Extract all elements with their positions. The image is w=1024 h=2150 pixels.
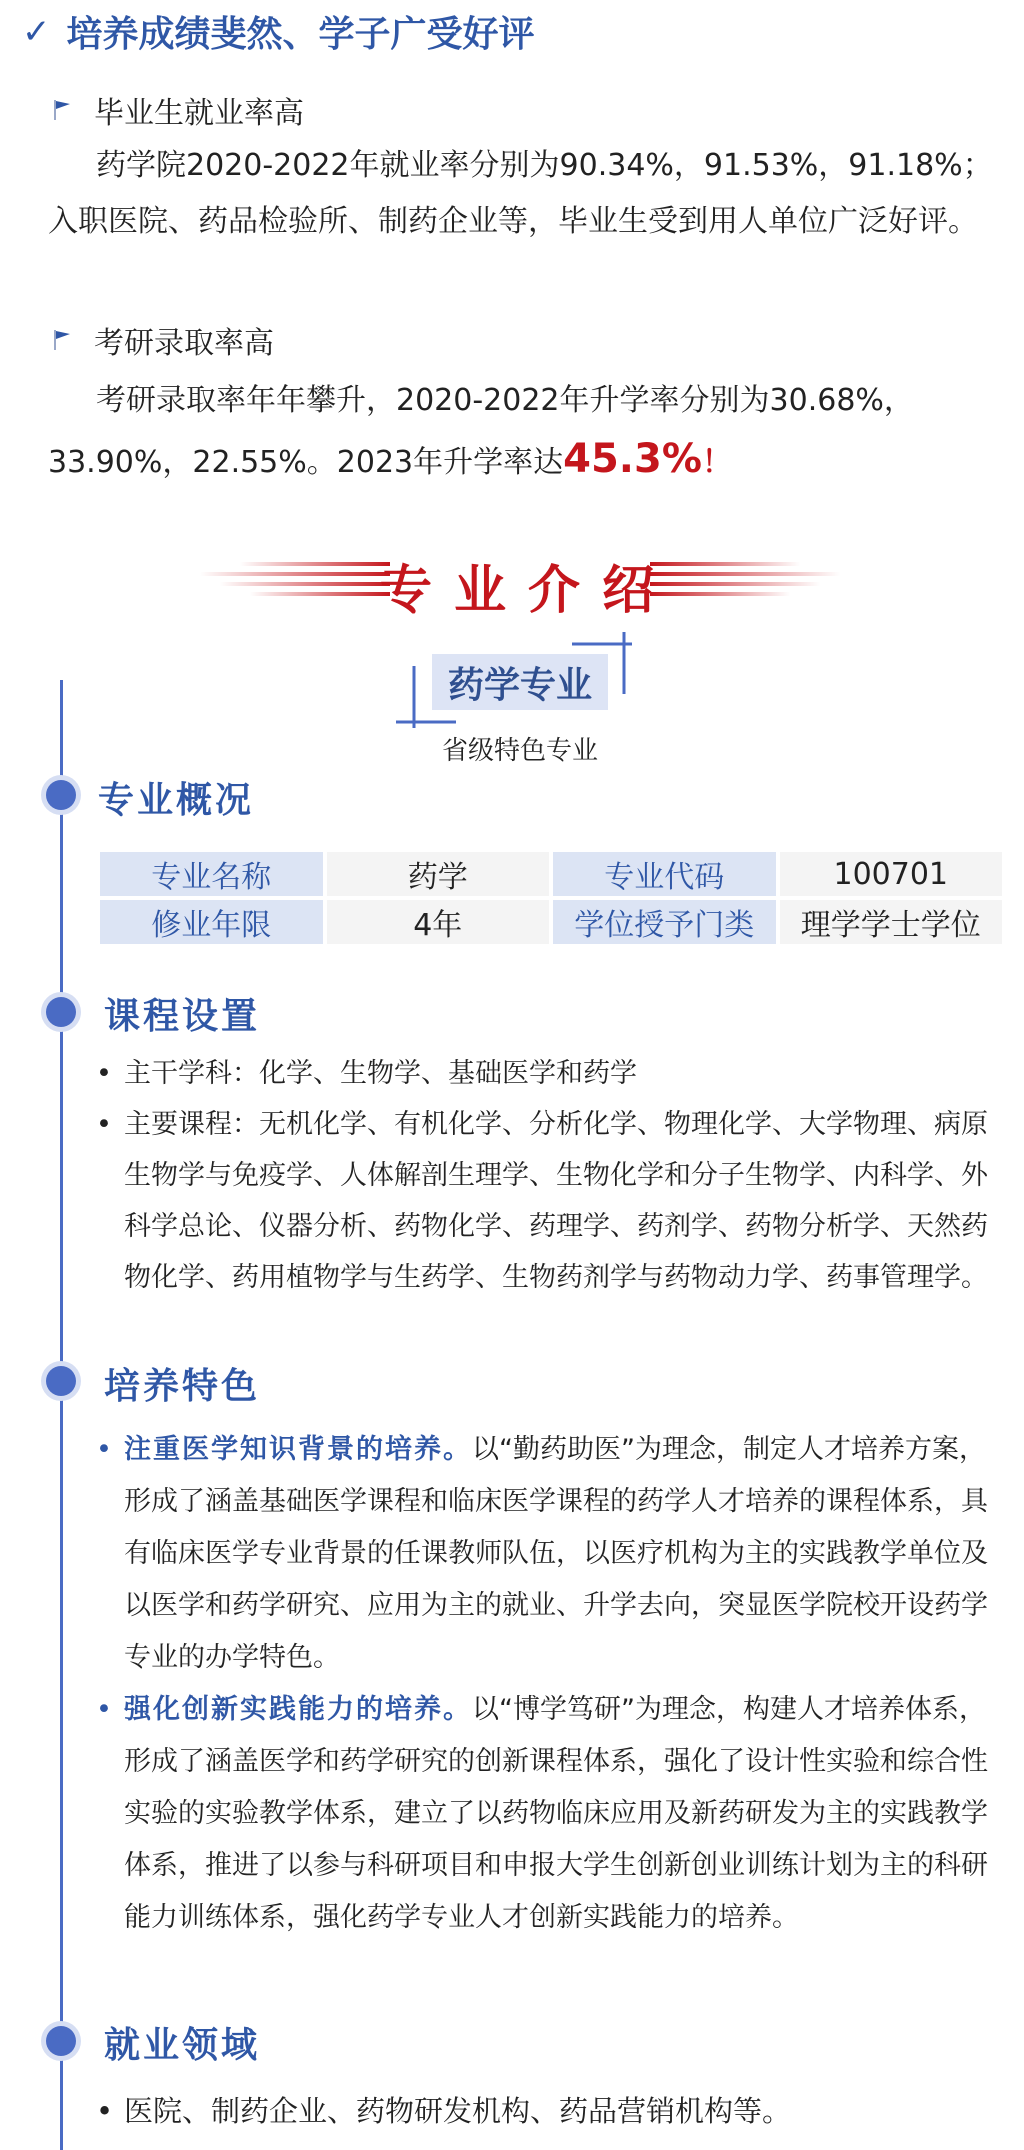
table-cell-label: 修业年限 [100, 900, 323, 944]
timeline-dot-icon [46, 780, 76, 810]
table-cell-value: 药学 [327, 852, 550, 896]
postgraduate-rate-paragraph [48, 372, 994, 492]
table-row [100, 900, 1002, 944]
features-heading: 培养特色 [104, 1366, 261, 1407]
feature-lead: 注重医学知识背景的培养。 [124, 1434, 472, 1465]
table-cell-value: 100701 [780, 852, 1003, 896]
timeline-line [60, 680, 63, 2150]
timeline-dot-icon [46, 1366, 76, 1396]
feature-text: 以“博学笃研”为理念，构建人才培养体系，形成了涵盖医学和药学研究的创新课程体系，强化了设计性实验和综合性实验的实验教学体系，建立了以药物临床应用及新药研发为主的实践教学体系，推进了以参与科研项目和申报大学生创新创业训练计划为主的科研能力训练体系，强化药学专业人才创新实践能力的培养。 [124, 1694, 988, 1933]
timeline-dot-icon [46, 997, 76, 1027]
postgraduate-rate-heading-text: 考研录取率高 [94, 326, 274, 361]
major-subtitle: 省级特色专业 [441, 736, 598, 766]
employment-list [96, 2086, 1006, 2137]
list-item [96, 1684, 1006, 1944]
employment-rate-text: 药学院2020-2022年就业率分别为90.34%，91.53%，91.18%；入职医院、药品检验所、制药企业等，毕业生受到用人单位广泛好评。 [48, 148, 993, 239]
features-list [96, 1424, 1006, 1944]
table-cell-label: 专业代码 [553, 852, 776, 896]
list-item: • 主干学科：化学、生物学、基础医学和药学 [96, 1048, 1006, 1099]
section-title: 专业介绍 [380, 561, 677, 621]
overview-heading: 专业概况 [98, 780, 255, 821]
exclamation-mark: ！ [701, 445, 732, 480]
postgraduate-rate-highlight: 45.3% [563, 436, 702, 482]
employment-rate-heading [52, 88, 304, 132]
postgraduate-rate-heading [52, 318, 274, 362]
top-title-text: 培养成绩斐然、学子广受好评 [66, 14, 535, 55]
list-item: • 医院、制药企业、药物研发机构、药品营销机构等。 [96, 2086, 1006, 2137]
flag-icon [52, 99, 72, 121]
overview-table [96, 848, 1006, 948]
table-row [100, 852, 1002, 896]
courses-heading: 课程设置 [104, 996, 261, 1037]
timeline-dot-icon [46, 2026, 76, 2056]
employment-rate-heading-text: 毕业生就业率高 [94, 96, 304, 131]
table-cell-value: 4年 [327, 900, 550, 944]
list-item [96, 1424, 1006, 1684]
top-section-title [22, 6, 535, 57]
employment-rate-paragraph [48, 138, 994, 250]
check-icon: ✓ [22, 11, 51, 52]
major-name-box: 药学专业 [432, 654, 608, 710]
table-cell-label: 学位授予门类 [553, 900, 776, 944]
table-cell-value: 理学学士学位 [780, 900, 1003, 944]
flag-icon [52, 329, 72, 351]
feature-text: 以“勤药助医”为理念，制定人才培养方案，形成了涵盖基础医学课程和临床医学课程的药学人才培养的课程体系，具有临床医学专业背景的任课教师队伍，以医疗机构为主的实践教学单位及以医学和药学研究、应用为主的就业、升学去向，突显医学院校开设药学专业的办学特色。 [124, 1434, 988, 1673]
list-item: • 主要课程：无机化学、有机化学、分析化学、物理化学、大学物理、病原生物学与免疫学、人体解剖生理学、生物化学和分子生物学、内科学、外科学总论、仪器分析、药物化学、药理学、药剂学、药物分析学、天然药物化学、药用植物学与生药学、生物药剂学与药物动力学、药事管理学。 [96, 1099, 1006, 1303]
feature-lead: 强化创新实践能力的培养。 [124, 1694, 472, 1725]
employment-heading: 就业领域 [104, 2025, 261, 2066]
postgraduate-rate-text: 考研录取率年年攀升，2020-2022年升学率分别为30.68%，33.90%，22.55%。2023年升学率达 [48, 383, 914, 480]
courses-list [96, 1048, 1006, 1303]
table-cell-label: 专业名称 [100, 852, 323, 896]
